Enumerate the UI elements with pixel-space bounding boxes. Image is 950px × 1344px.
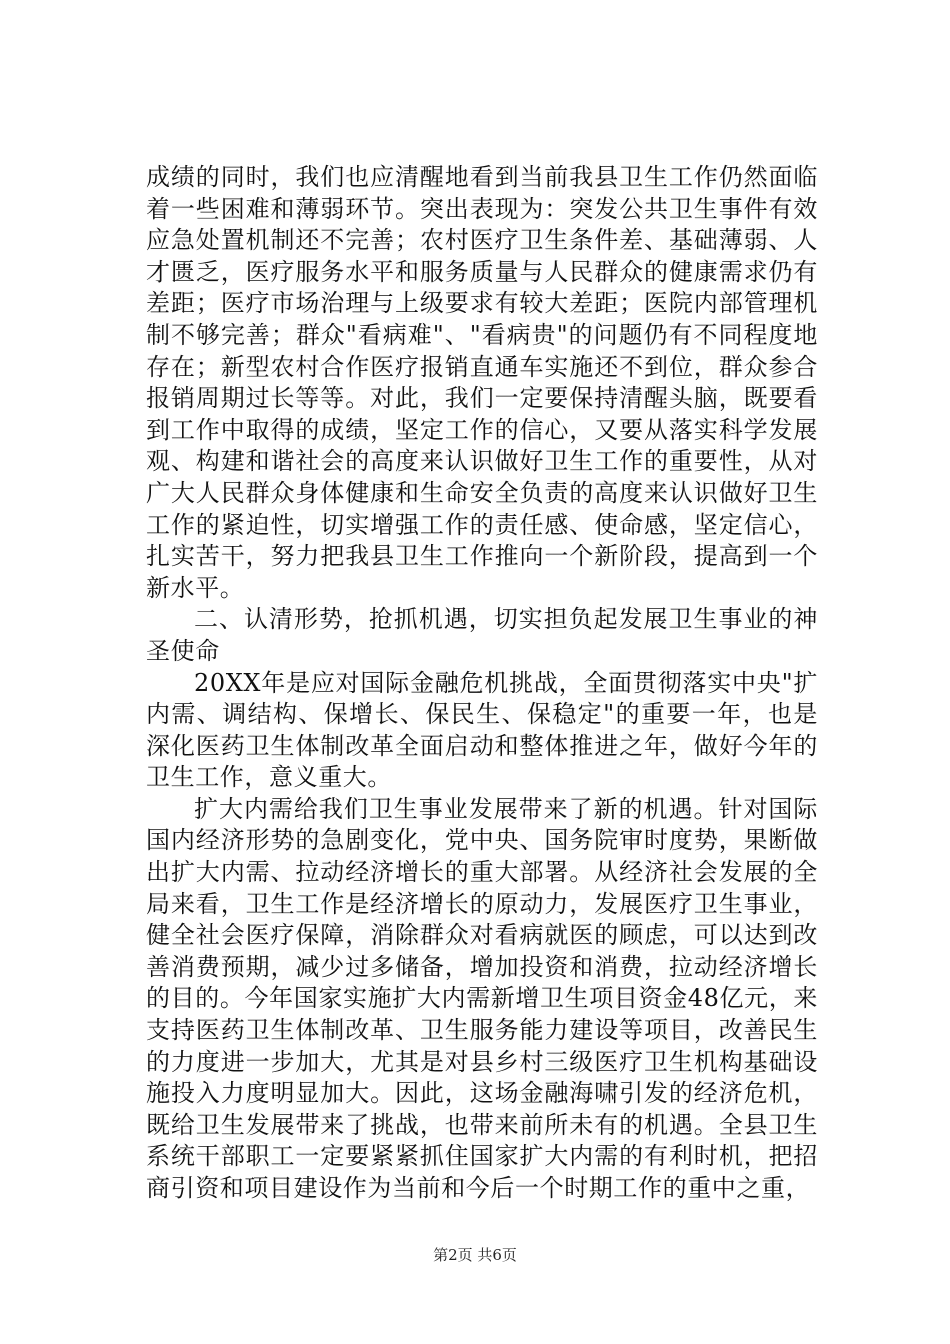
paragraph-year-overview: 20XX年是应对国际金融危机挑战，全面贯彻落实中央"扩内需、调结构、保增长、保民生、保稳定"的重要一年，也是深化医药卫生体制改革全面启动和整体推进之年，做好今年的卫生工作，意义重大。: [146, 668, 818, 792]
paragraph-domestic-demand: 扩大内需给我们卫生事业发展带来了新的机遇。针对国际国内经济形势的急剧变化，党中央、国务院审时度势，果断做出扩大内需、拉动经济增长的重大部署。从经济社会发展的全局来看，卫生工作是经济增长的原动力，发展医疗卫生事业，健全社会医疗保障，消除群众对看病就医的顾虑，可以达到改善消费预期，减少过多储备，增加投资和消费，拉动经济增长的目的。今年国家实施扩大内需新增卫生项目资金48亿元，来支持医药卫生体制改革、卫生服务能力建设等项目，改善民生的力度进一步加大，尤其是对县乡村三级医疗卫生机构基础设施投入力度明显加大。因此，这场金融海啸引发的经济危机，既给卫生发展带来了挑战，也带来前所未有的机遇。全县卫生系统干部职工一定要紧紧抓住国家扩大内需的有利时机，把招商引资和项目建设作为当前和今后一个时期工作的重中之重，: [146, 794, 818, 1202]
section-heading-2: 二、认清形势，抢抓机遇，切实担负起发展卫生事业的神圣使命: [146, 605, 818, 665]
paragraph-challenges: 成绩的同时，我们也应清醒地看到当前我县卫生工作仍然面临着一些困难和薄弱环节。突出表现为：突发公共卫生事件有效应急处置机制还不完善；农村医疗卫生条件差、基础薄弱、人才匮乏，医疗服务水平和服务质量与人民群众的健康需求仍有差距；医疗市场治理与上级要求有较大差距；医院内部管理机制不够完善；群众"看病难"、"看病贵"的问题仍有不同程度地存在；新型农村合作医疗报销直通车实施还不到位，群众参合报销周期过长等等。对此，我们一定要保持清醒头脑，既要看到工作中取得的成绩，坚定工作的信心，又要从落实科学发展观、构建和谐社会的高度来认识做好卫生工作的重要性，从对广大人民群众身体健康和生命安全负责的高度来认识做好卫生工作的紧迫性，切实增强工作的责任感、使命感，坚定信心，扎实苦干，努力把我县卫生工作推向一个新阶段，提高到一个新水平。: [146, 163, 818, 602]
document-body: [146, 162, 818, 1205]
page-footer: 第2页 共6页: [433, 1246, 517, 1264]
